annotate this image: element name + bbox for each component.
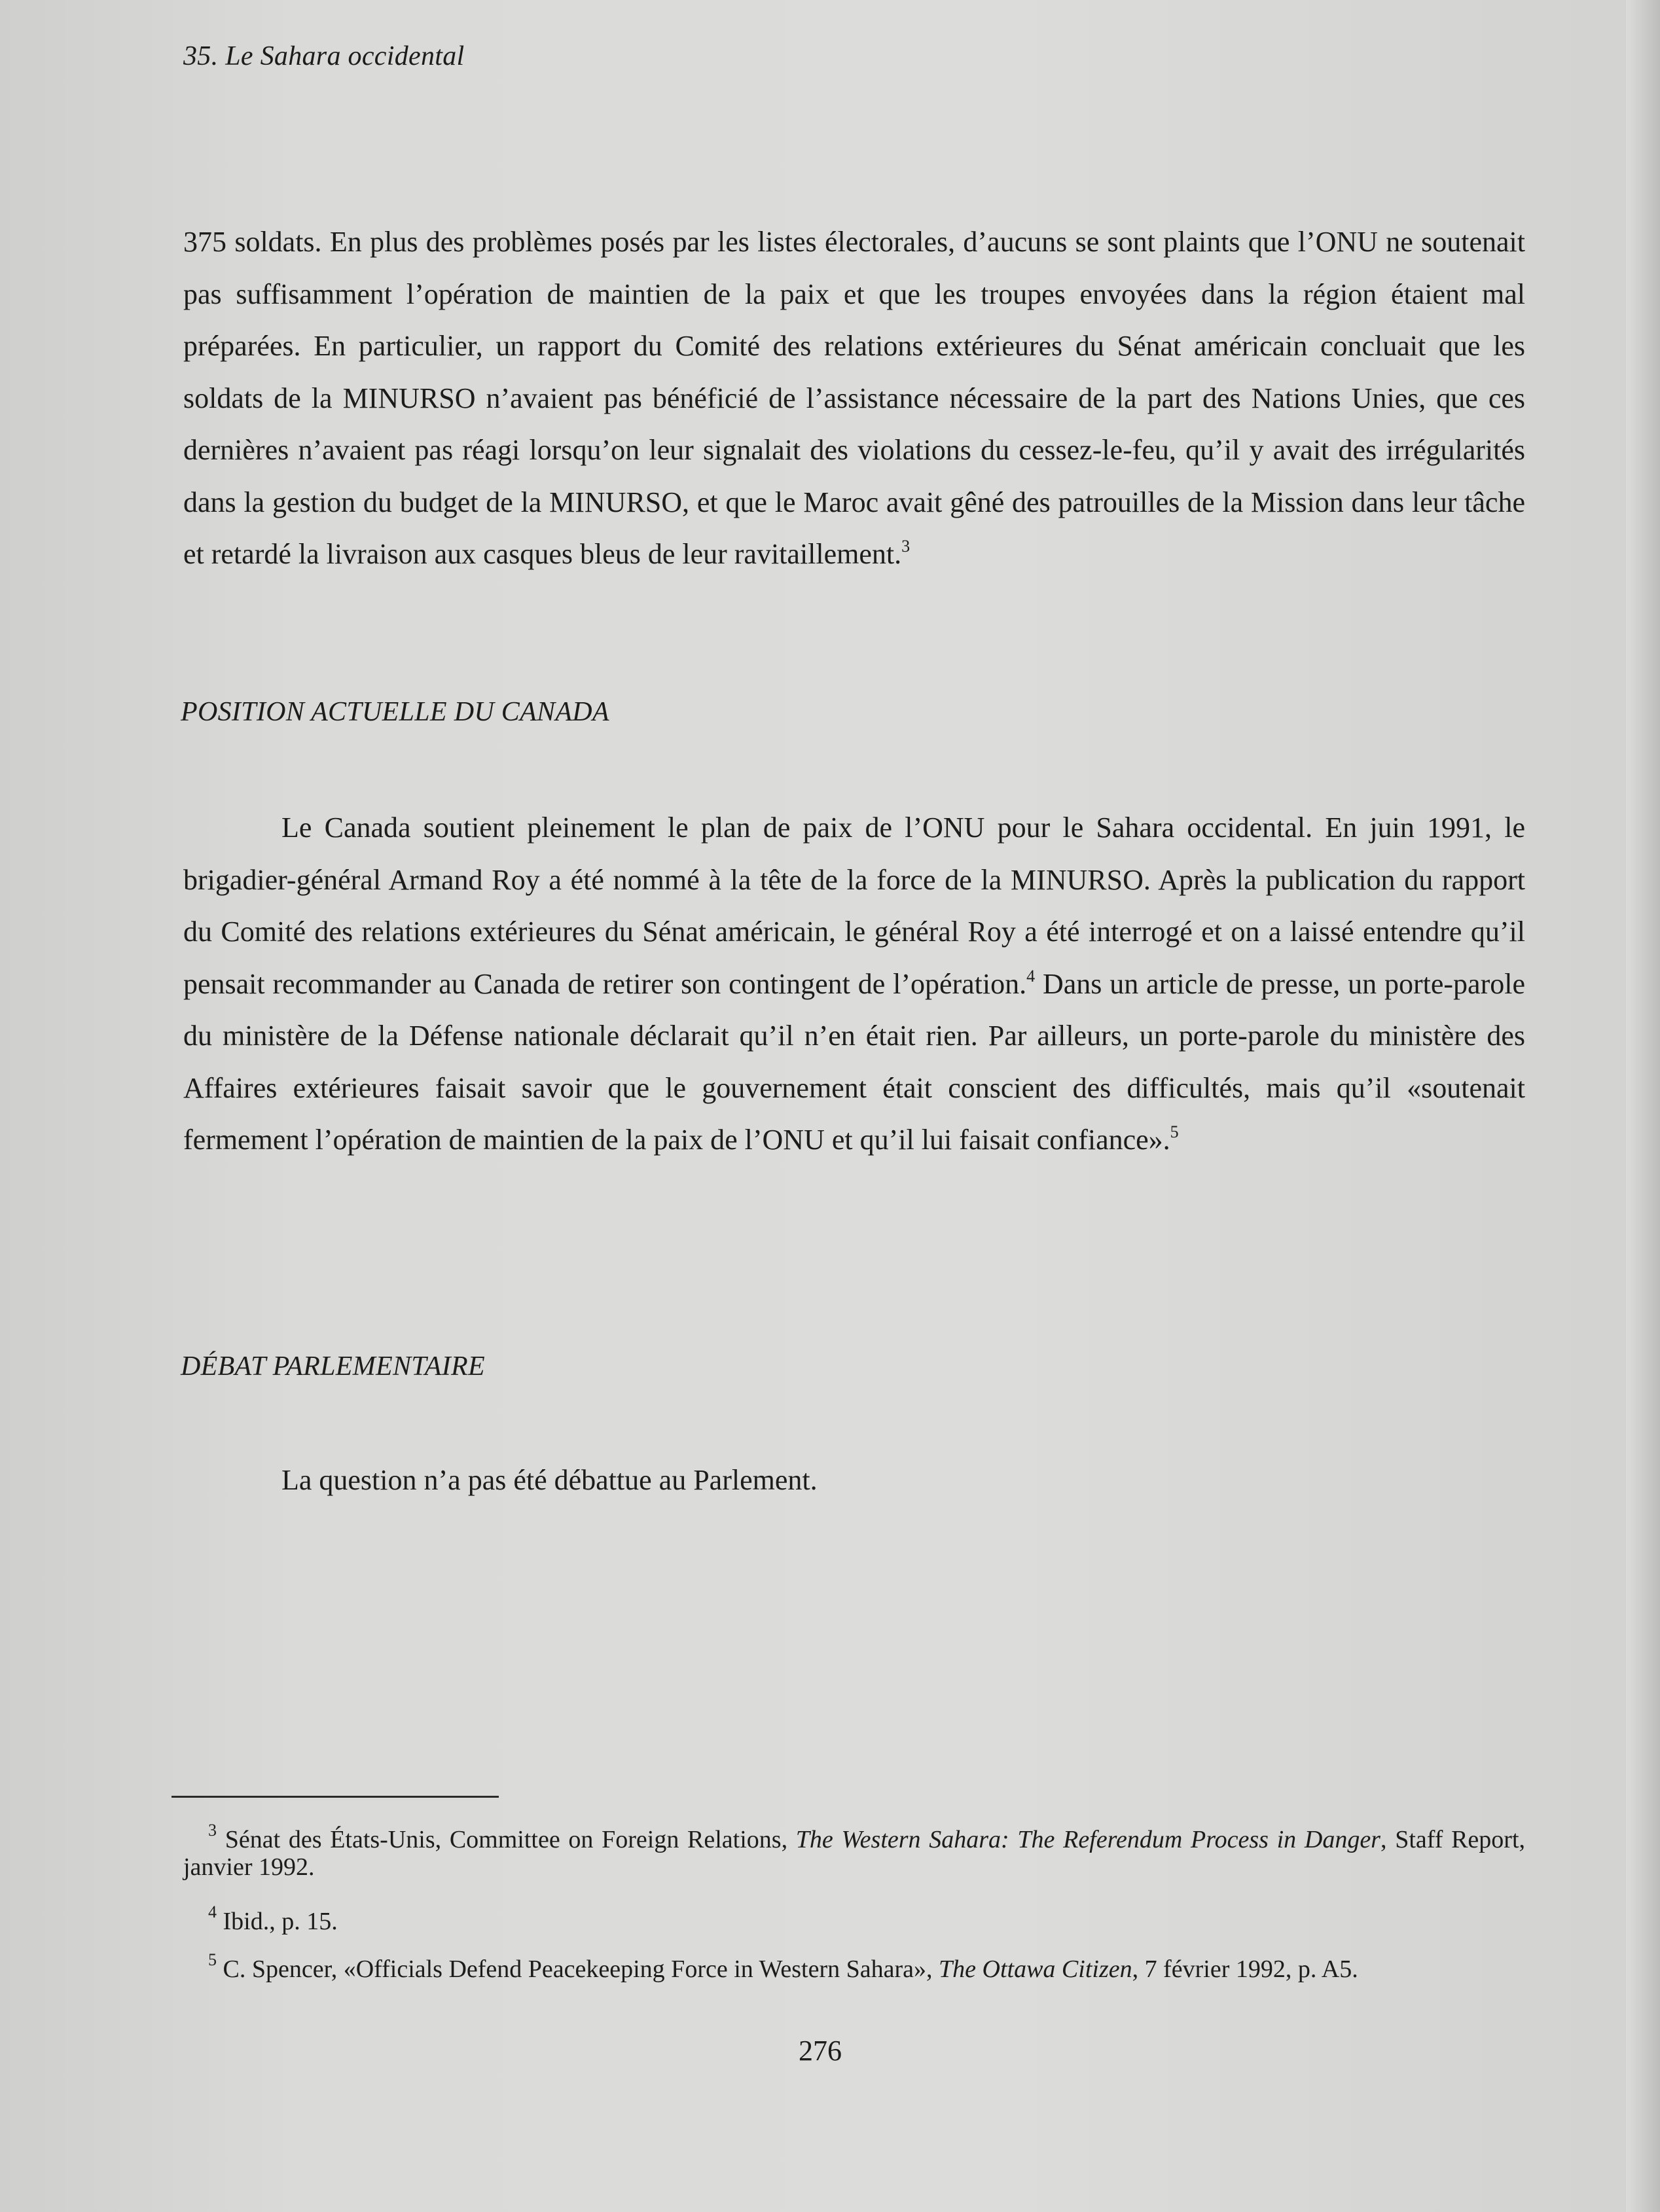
footnote-4-text: Ibid., p. 15. <box>217 1908 338 1935</box>
footnote-3-text-a: Sénat des États-Unis, Committee on Foreign Relations, <box>217 1826 796 1853</box>
footnote-3-number: 3 <box>208 1821 217 1840</box>
paragraph-2-text-b: Dans un article de presse, un porte-parole du ministère de la Défense nationale déclarait qu’il n’en était rien. Par ailleurs, un porte-parole du ministère des Affaires extérieures faisait savoir que le gouvernement était conscient des difficultés, mais qu’il «soutenait fermement l’opération de maintien de la paix de l’ONU et qu’il lui faisait confiance». <box>183 967 1525 1156</box>
section-heading-position: POSITION ACTUELLE DU CANADA <box>181 697 609 727</box>
running-head: 35. Le Sahara occidental <box>183 41 465 71</box>
page-number: 276 <box>799 2035 842 2067</box>
paragraph-1-text: 375 soldats. En plus des problèmes posés par les listes électorales, d’aucuns se sont plaints que l’ONU ne soutenait pas suffisamment l’opération de maintien de la paix et que les troupes envoyées dans la région étaient mal préparées. En particulier, un rapport du Comité des relations extérieures du Sénat américain concluait que les soldats de la MINURSO n’avaient pas bénéficié de l’assistance nécessaire de la part des Nations Unies, que ces dernières n’avaient pas réagi lorsqu’on leur signalait des violations du cessez-le-feu, qu’il y avait des irrégularités dans la gestion du budget de la MINURSO, et que le Maroc avait gêné des patrouilles de la Mission dans leur tâche et retardé la livraison aux casques bleus de leur ravitaillement. <box>183 226 1525 570</box>
footnote-ref-4[interactable]: 4 <box>1026 966 1036 986</box>
page-edge-shadow <box>1626 0 1660 2212</box>
paragraph-3: La question n’a pas été débattue au Parlement. <box>281 1464 818 1496</box>
footnote-3-title: The Western Sahara: The Referendum Process in Danger <box>795 1826 1380 1853</box>
footnote-5-text-a: C. Spencer, «Officials Defend Peacekeeping Force in Western Sahara», <box>217 1955 939 1983</box>
footnote-ref-5[interactable]: 5 <box>1170 1122 1179 1141</box>
footnote-separator <box>171 1796 499 1798</box>
footnote-5 <box>183 1950 1525 1983</box>
footnote-3 <box>183 1821 1526 1881</box>
paragraph-2 <box>183 802 1525 1166</box>
footnote-4 <box>183 1902 1525 1935</box>
footnote-5-number: 5 <box>208 1950 217 1969</box>
footnote-5-title: The Ottawa Citizen <box>939 1955 1132 1983</box>
footnote-3-text-b: , Staff Report, janvier 1992. <box>183 1826 1526 1881</box>
footnote-5-text-b: , 7 février 1992, p. A5. <box>1132 1955 1358 1983</box>
section-heading-debat: DÉBAT PARLEMENTAIRE <box>181 1351 485 1382</box>
paragraph-1 <box>183 216 1525 580</box>
footnote-4-number: 4 <box>208 1902 217 1921</box>
paragraph-2-text-a: Le Canada soutient pleinement le plan de paix de l’ONU pour le Sahara occidental. En juin 1991, le brigadier-général Armand Roy a été nommé à la tête de la force de la MINURSO. Après la publication du rapport du Comité des relations extérieures du Sénat américain, le général Roy a été interrogé et on a laissé entendre qu’il pensait recommander au Canada de retirer son contingent de l’opération. <box>183 812 1525 1000</box>
footnote-ref-3[interactable]: 3 <box>901 537 911 556</box>
